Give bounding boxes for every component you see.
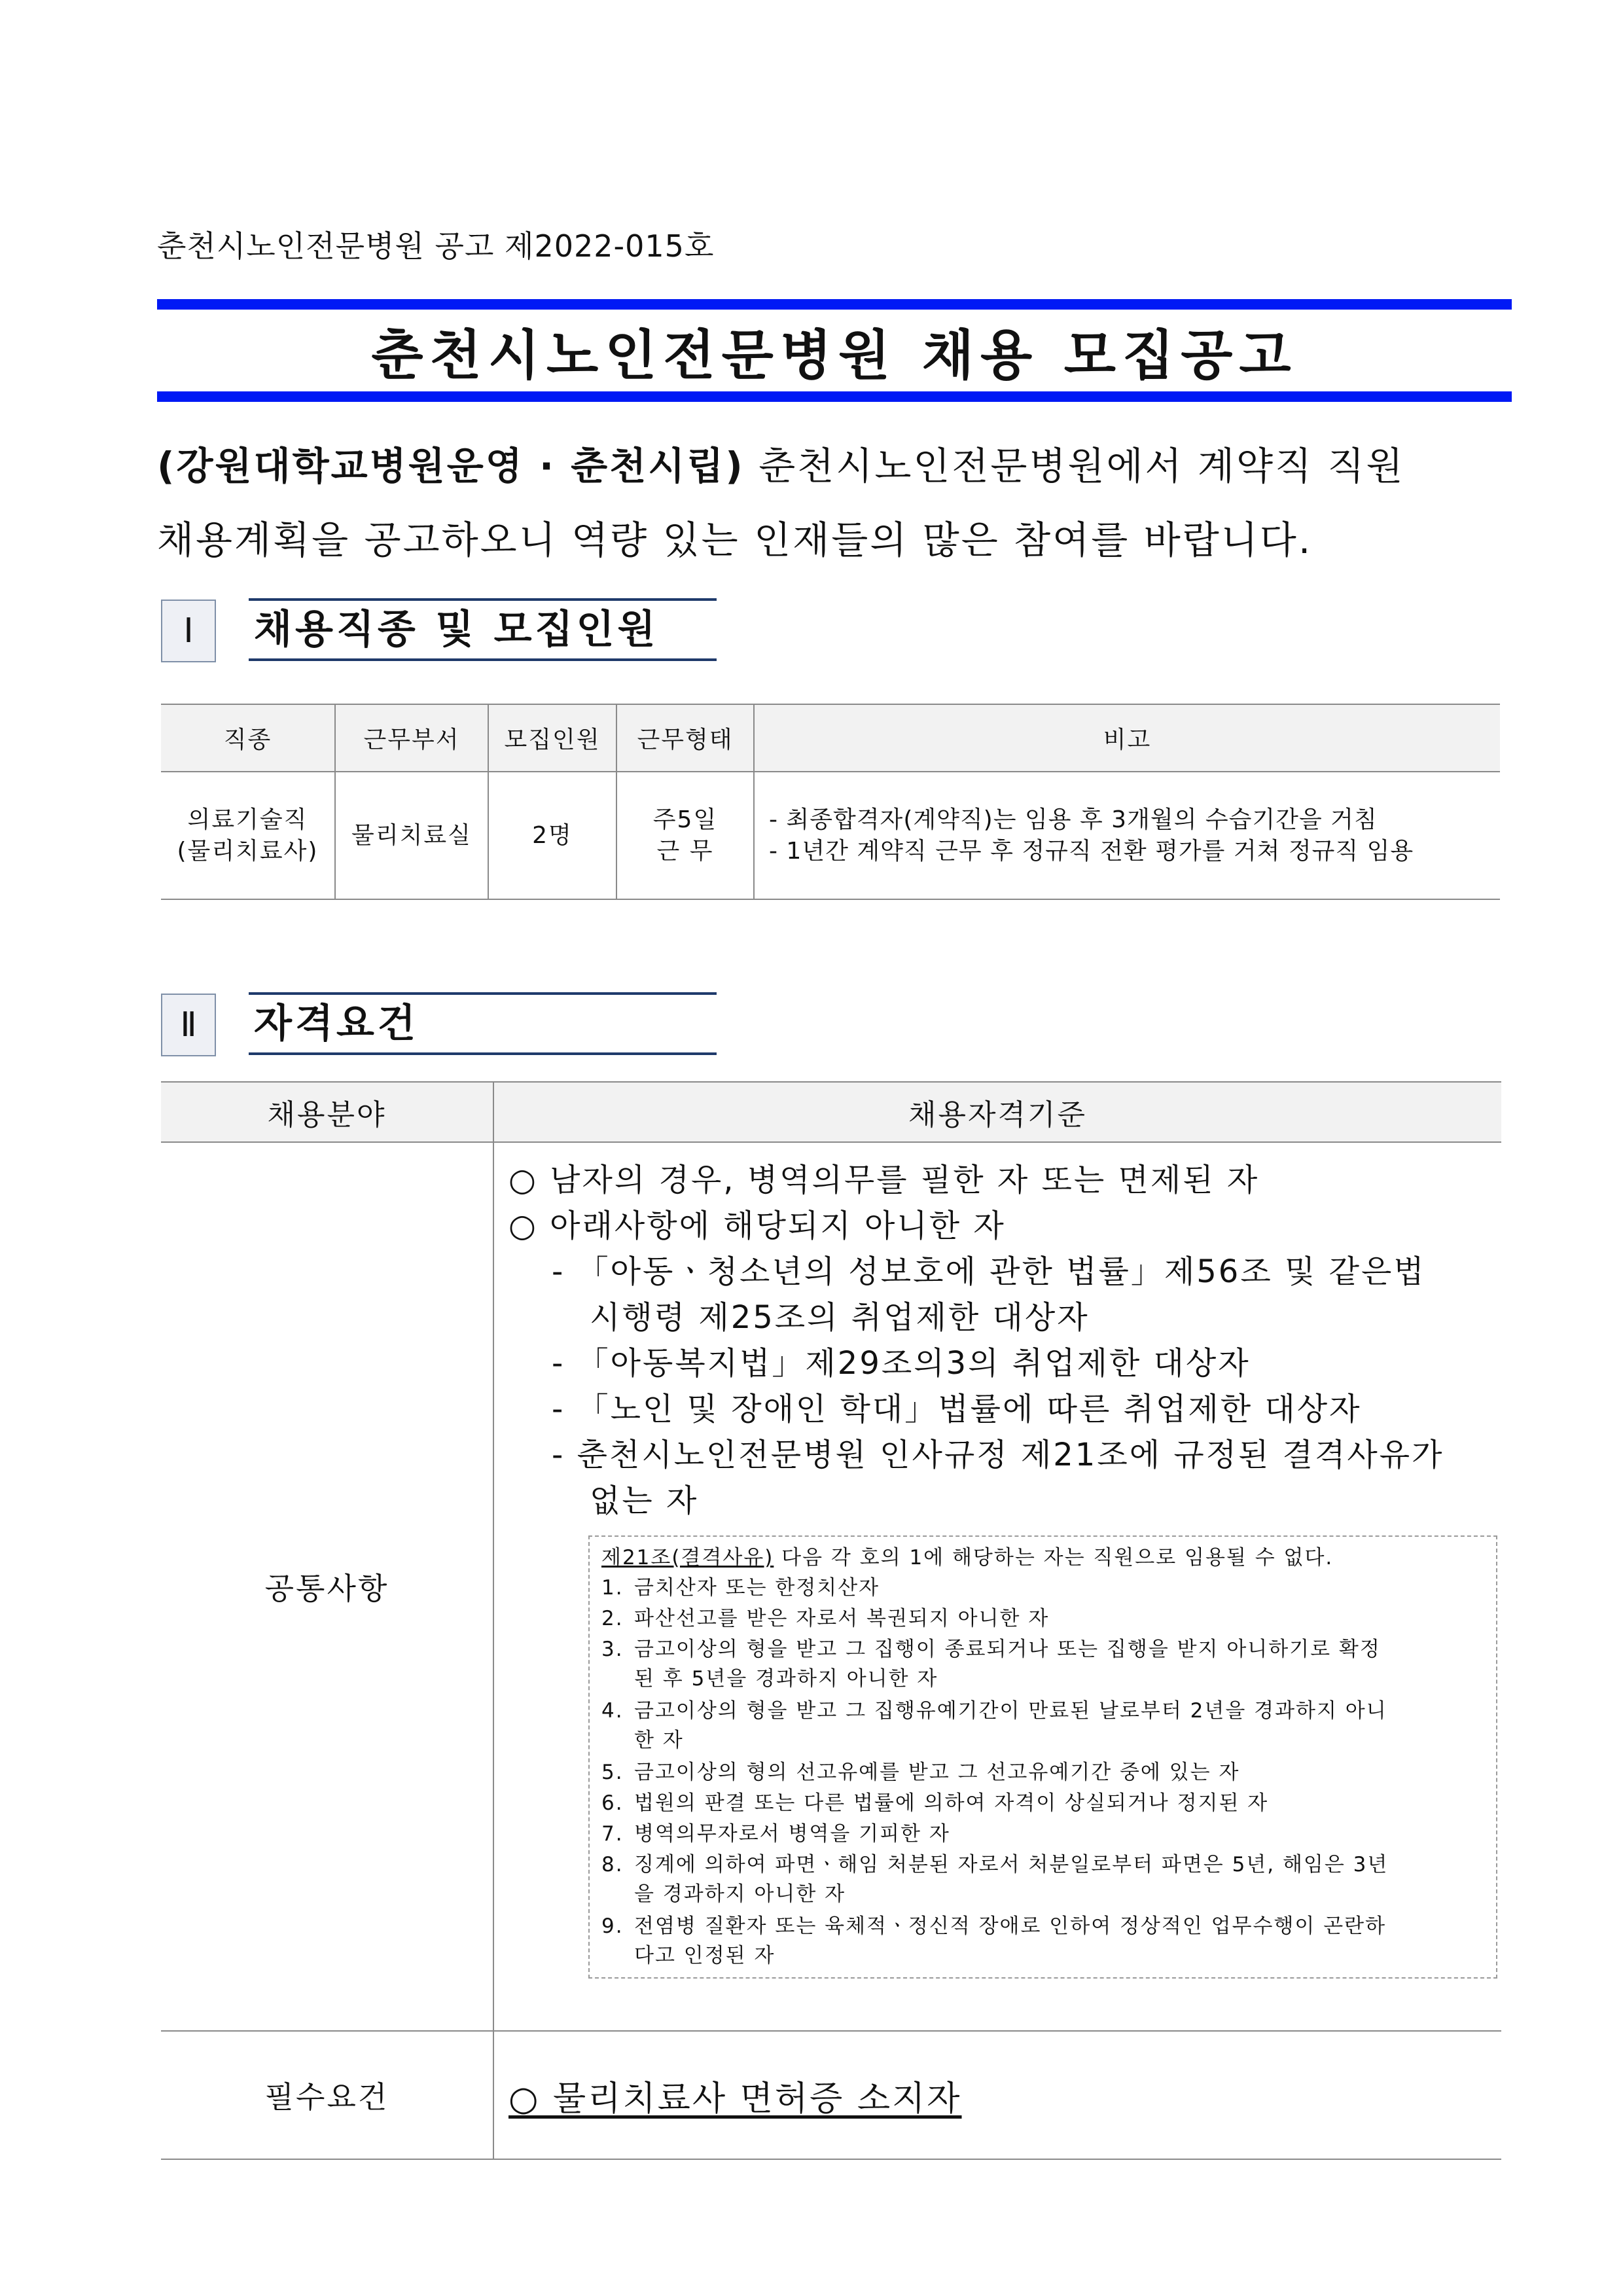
article-item-text (634, 1604, 1049, 1634)
article-item-line: 전염병 질환자 또는 육체적ㆍ정신적 장애로 인하여 정상적인 업무수행이 곤란하 (634, 1914, 1387, 1938)
criteria-line: ○ 아래사항에 해당되지 아니한 자 (508, 1208, 1006, 1244)
article-item (601, 1912, 1484, 1971)
qualifications-header-row (161, 1082, 1501, 1142)
article-item-line: 징계에 의하여 파면ㆍ해임 처분된 자로서 처분일로부터 파면은 5년, 해임은 3년 (634, 1853, 1389, 1876)
criteria-line: 없는 자 (590, 1482, 699, 1519)
header-department: 근무부서 (335, 704, 488, 772)
section-2-title: 자격요건 (249, 992, 717, 1055)
header-headcount: 모집인원 (488, 704, 616, 772)
criteria-line: 시행령 제25조의 취업제한 대상자 (590, 1299, 1090, 1336)
criteria-line: - 「아동ㆍ청소년의 성보호에 관한 법률」제56조 및 같은법 (552, 1253, 1426, 1290)
article-item-text (634, 1850, 1388, 1909)
article-item-number: 2. (601, 1607, 624, 1630)
article-item (601, 1850, 1484, 1909)
cell-job (161, 772, 335, 899)
cell-department: 물리치료실 (335, 772, 488, 899)
qualifications-table (161, 1081, 1501, 2160)
article-item-text (634, 1820, 950, 1849)
section-1-title: 채용직종 및 모집인원 (249, 598, 717, 661)
article-item (601, 1696, 1484, 1755)
article-item-line: 금고이상의 형을 받고 그 집행유예기간이 만료된 날로부터 2년을 경과하지 아니 (634, 1699, 1387, 1723)
article-item-number: 8. (601, 1853, 624, 1876)
article-item (601, 1573, 1484, 1603)
cell-headcount: 2명 (488, 772, 616, 899)
article-item-line: 금고이상의 형을 받고 그 집행이 종료되거나 또는 집행을 받지 아니하기로 확정 (634, 1638, 1381, 1661)
article-item-text (634, 1635, 1381, 1694)
article-item-line: 한 자 (634, 1729, 684, 1752)
criteria-line: - 「아동복지법」제29조의3의 취업제한 대상자 (552, 1345, 1251, 1382)
positions-header-row (161, 704, 1500, 772)
remark-line-2: - 1년간 계약직 근무 후 정규직 전환 평가를 거쳐 정규직 임용 (769, 837, 1414, 865)
article-item-number: 1. (601, 1576, 624, 1600)
required-text: ○ 물리치료사 면허증 소지자 (508, 2079, 962, 2119)
article-item-text (634, 1912, 1386, 1971)
article-item-line: 된 후 5년을 경과하지 아니한 자 (634, 1667, 938, 1691)
work-type-line-2: 근 무 (656, 837, 714, 865)
positions-table (161, 704, 1500, 900)
article-item-text (634, 1573, 880, 1603)
criteria-common (493, 1142, 1501, 2031)
table-row (161, 772, 1500, 899)
criteria-line: - 춘천시노인전문병원 인사규정 제21조에 규정된 결격사유가 (552, 1437, 1444, 1473)
article-item-number: 9. (601, 1914, 624, 1938)
article-item-number: 5. (601, 1761, 624, 1784)
header-job: 직종 (161, 704, 335, 772)
field-required: 필수요건 (161, 2031, 493, 2159)
article-item-line: 법원의 판결 또는 다른 법률에 의하여 자격이 상실되거나 정지된 자 (634, 1791, 1269, 1815)
intro-line-1 (157, 435, 1512, 490)
intro-bold: (강원대학교병원운영 · 춘천시립) (157, 444, 745, 488)
cell-work-type (616, 772, 754, 899)
criteria-required (493, 2031, 1501, 2159)
article-item-text (634, 1789, 1268, 1818)
article-heading (601, 1542, 1484, 1573)
intro-line-1-rest: 춘천시노인전문병원에서 계약직 직원 (744, 444, 1405, 488)
article-item (601, 1758, 1484, 1787)
cell-remark (754, 772, 1500, 899)
field-common: 공통사항 (161, 1142, 493, 2031)
title-top-bar (157, 299, 1512, 310)
article-item-line: 을 경과하지 아니한 자 (634, 1882, 846, 1906)
article-item (601, 1820, 1484, 1849)
article-item-line: 금치산자 또는 한정치산자 (634, 1576, 880, 1600)
title-bottom-bar (157, 391, 1512, 402)
criteria-line: ○ 남자의 경우, 병역의무를 필한 자 또는 면제된 자 (508, 1162, 1260, 1198)
article-item-number: 4. (601, 1699, 624, 1723)
article-item-line: 금고이상의 형의 선고유예를 받고 그 선고유예기간 중에 있는 자 (634, 1761, 1240, 1784)
article-item-text (634, 1696, 1387, 1755)
article-item (601, 1604, 1484, 1634)
header-field: 채용분야 (161, 1082, 493, 1142)
article-item (601, 1635, 1484, 1694)
article-item-number: 6. (601, 1791, 624, 1815)
criteria-line: - 「노인 및 장애인 학대」법률에 따른 취업제한 대상자 (552, 1391, 1362, 1427)
article-heading-rest: 다음 각 호의 1에 해당하는 자는 직원으로 임용될 수 없다. (774, 1546, 1334, 1570)
notice-number: 춘천시노인전문병원 공고 제2022-015호 (157, 228, 715, 264)
article-item-number: 7. (601, 1822, 624, 1846)
header-criteria: 채용자격기준 (493, 1082, 1501, 1142)
header-remark: 비고 (754, 704, 1500, 772)
article-21-box (588, 1535, 1497, 1979)
section-1-number: Ⅰ (161, 600, 216, 662)
job-line-1: 의료기술직 (187, 806, 308, 833)
article-item-text (634, 1758, 1240, 1787)
article-item (601, 1789, 1484, 1818)
article-item-number: 3. (601, 1638, 624, 1661)
work-type-line-1: 주5일 (652, 806, 718, 833)
table-row (161, 2031, 1501, 2159)
section-2-number: Ⅱ (161, 994, 216, 1056)
article-item-line: 다고 인정된 자 (634, 1944, 776, 1967)
article-item-line: 병역의무자로서 병역을 기피한 자 (634, 1822, 950, 1846)
article-item-line: 파산선고를 받은 자로서 복권되지 아니한 자 (634, 1607, 1050, 1630)
page-title: 춘천시노인전문병원 채용 모집공고 (371, 325, 1298, 387)
job-line-2: (물리치료사) (177, 837, 319, 865)
table-row (161, 1142, 1501, 2031)
intro-line-2: 채용계획을 공고하오니 역량 있는 인재들의 많은 참여를 바랍니다. (157, 518, 1313, 562)
header-work-type: 근무형태 (616, 704, 754, 772)
article-title: 제21조(결격사유) (601, 1546, 774, 1570)
article-items (601, 1573, 1484, 1971)
remark-line-1: - 최종합격자(계약직)는 임용 후 3개월의 수습기간을 거침 (769, 806, 1378, 833)
